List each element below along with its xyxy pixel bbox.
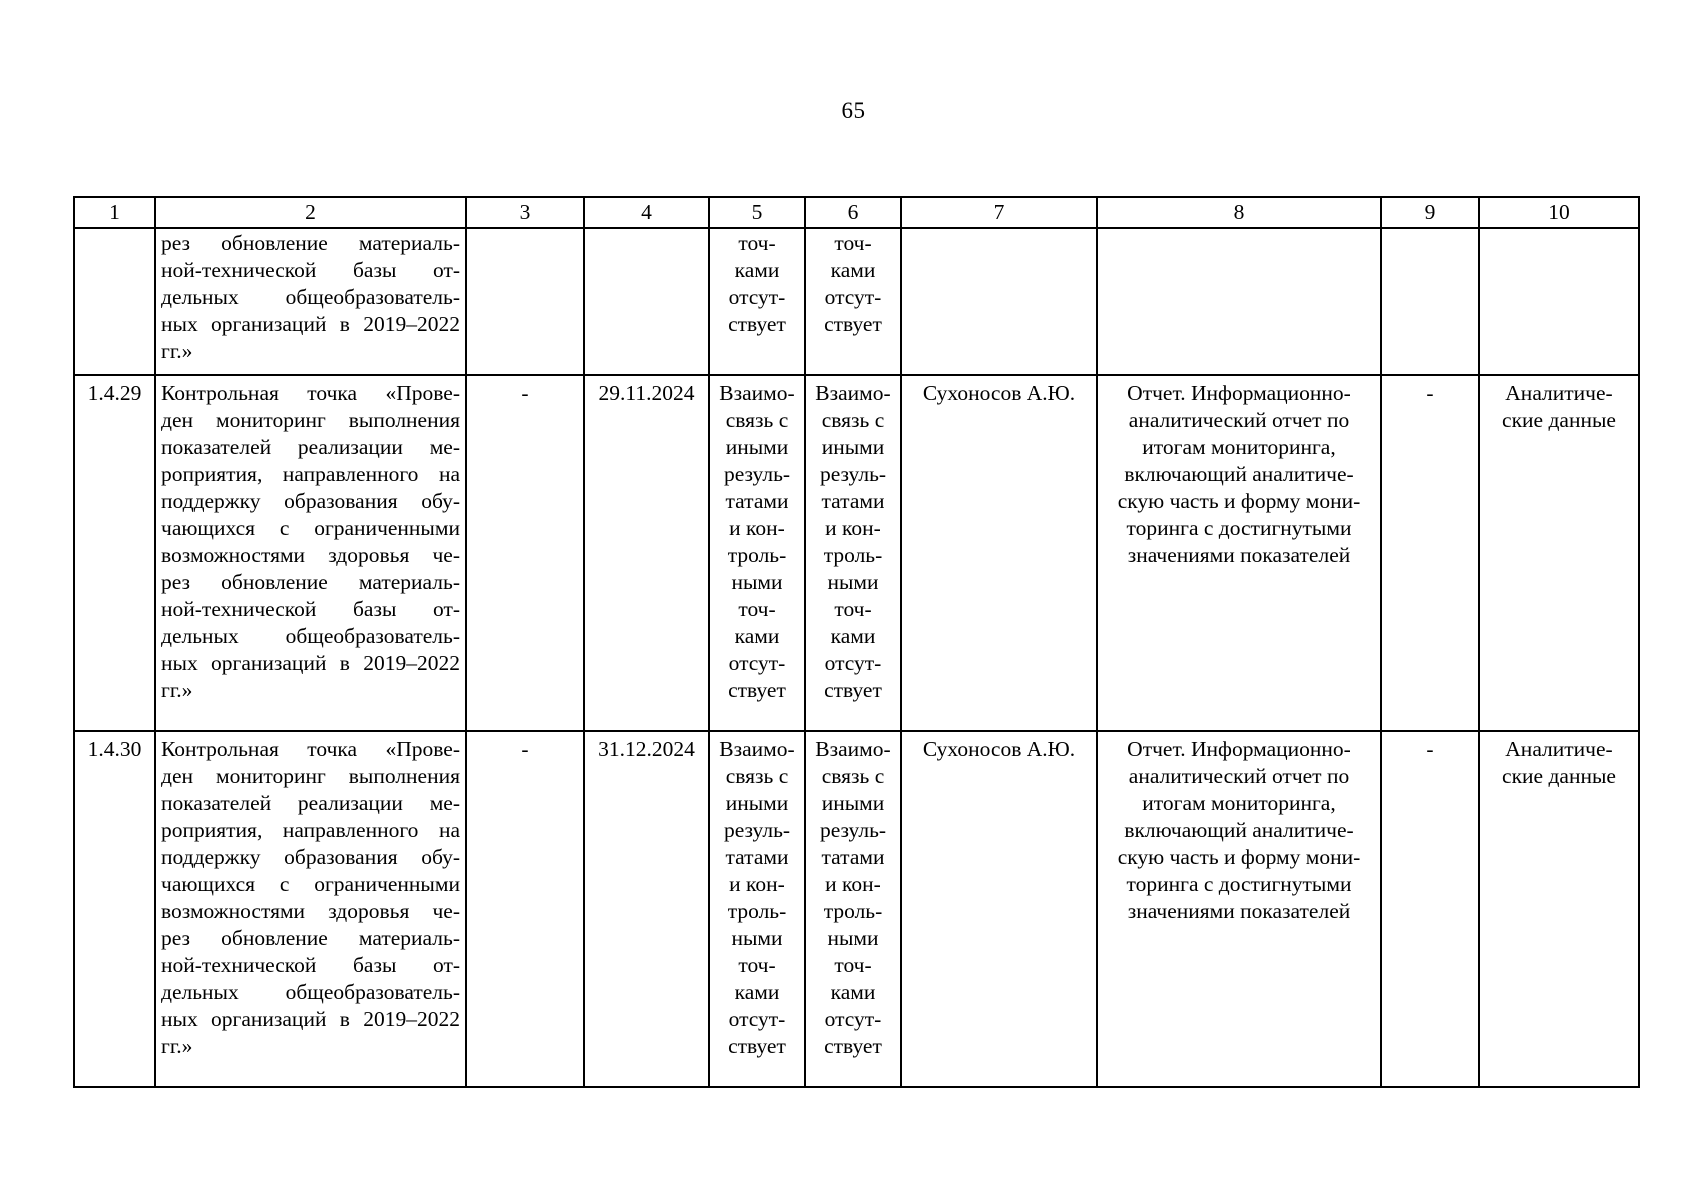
- row-col5: [709, 731, 805, 1087]
- row-id: 1.4.30: [74, 731, 155, 1087]
- description-line: Контрольная точка «Прове-: [161, 737, 460, 761]
- description-line: гг.»: [161, 339, 193, 363]
- description-line: рез обновление материаль-: [161, 926, 460, 950]
- plan-table: [73, 196, 1640, 1088]
- description-line: ной-технической базы от-: [161, 258, 460, 282]
- column-header: 9: [1381, 197, 1479, 228]
- description-line: рез обновление материаль-: [161, 570, 460, 594]
- row-col5: [709, 375, 805, 731]
- row-responsible: [901, 228, 1097, 375]
- table-row: [74, 228, 1639, 375]
- row-id: 1.4.29: [74, 375, 155, 731]
- row-col3: [466, 228, 584, 375]
- row-col6: [805, 375, 901, 731]
- description-line: дельных общеобразователь-: [161, 980, 460, 1004]
- row-document: [1097, 731, 1381, 1087]
- row-id: [74, 228, 155, 375]
- row-date: 31.12.2024: [584, 731, 709, 1087]
- row-responsible: Сухоносов А.Ю.: [901, 731, 1097, 1087]
- description-line: дельных общеобразователь-: [161, 285, 460, 309]
- description-line: ден мониторинг выполнения: [161, 408, 460, 432]
- description-line: чающихся с ограниченными: [161, 516, 460, 540]
- col5-text: Взаимо- связь с иными резуль- татами и кон- троль- ными точ- ками отсут- ствует: [719, 381, 795, 702]
- row-col9: [1381, 228, 1479, 375]
- row-col6: [805, 228, 901, 375]
- description-line: ной-технической базы от-: [161, 597, 460, 621]
- column-header: 10: [1479, 197, 1639, 228]
- row-col5: [709, 228, 805, 375]
- description-line: роприятия, направленного на: [161, 818, 460, 842]
- table-row: [74, 375, 1639, 731]
- column-header: 8: [1097, 197, 1381, 228]
- table-row: [74, 731, 1639, 1087]
- description-line: возможностями здоровья че-: [161, 543, 460, 567]
- col6-text: точ- ками отсут- ствует: [824, 231, 882, 336]
- column-header: 1: [74, 197, 155, 228]
- row-col9: -: [1381, 731, 1479, 1087]
- description-line: Контрольная точка «Прове-: [161, 381, 460, 405]
- page-number: 65: [841, 98, 866, 123]
- column-header: 7: [901, 197, 1097, 228]
- col10-text: Аналитиче- ские данные: [1502, 737, 1616, 788]
- description-line: ной-технической базы от-: [161, 953, 460, 977]
- description-line: гг.»: [161, 1034, 193, 1058]
- row-document: [1097, 375, 1381, 731]
- column-header: 6: [805, 197, 901, 228]
- description-line: роприятия, направленного на: [161, 462, 460, 486]
- row-col10: [1479, 228, 1639, 375]
- col5-text: Взаимо- связь с иными резуль- татами и кон- троль- ными точ- ками отсут- ствует: [719, 737, 795, 1058]
- description-line: гг.»: [161, 678, 193, 702]
- description-line: показателей реализации ме-: [161, 435, 460, 459]
- col10-text: Аналитиче- ские данные: [1502, 381, 1616, 432]
- header-row: [74, 197, 1639, 228]
- row-col6: [805, 731, 901, 1087]
- column-header: 5: [709, 197, 805, 228]
- description-text: [161, 230, 460, 365]
- column-header: 2: [155, 197, 466, 228]
- row-date: [584, 228, 709, 375]
- description-line: поддержку образования обу-: [161, 845, 460, 869]
- document-text: Отчет. Информационно- аналитический отчет по итогам мониторинга, включающий аналитиче- скую часть и форму мони- торинга с достигнутыми значениями показателей: [1117, 737, 1361, 923]
- description-line: поддержку образования обу-: [161, 489, 460, 513]
- description-text: [161, 736, 460, 1060]
- col6-text: Взаимо- связь с иными резуль- татами и кон- троль- ными точ- ками отсут- ствует: [815, 381, 891, 702]
- row-col10: [1479, 375, 1639, 731]
- row-responsible: Сухоносов А.Ю.: [901, 375, 1097, 731]
- row-col9: -: [1381, 375, 1479, 731]
- row-description: [155, 731, 466, 1087]
- description-line: рез обновление материаль-: [161, 231, 460, 255]
- row-description: [155, 228, 466, 375]
- column-header: 4: [584, 197, 709, 228]
- row-col3: -: [466, 731, 584, 1087]
- description-line: показателей реализации ме-: [161, 791, 460, 815]
- description-text: [161, 380, 460, 704]
- row-description: [155, 375, 466, 731]
- col5-text: точ- ками отсут- ствует: [728, 231, 786, 336]
- document-text: Отчет. Информационно- аналитический отчет по итогам мониторинга, включающий аналитиче- скую часть и форму мони- торинга с достигнутыми значениями показателей: [1117, 381, 1361, 567]
- description-line: ных организаций в 2019–2022: [161, 651, 460, 675]
- column-header: 3: [466, 197, 584, 228]
- description-line: дельных общеобразователь-: [161, 624, 460, 648]
- description-line: чающихся с ограниченными: [161, 872, 460, 896]
- row-date: 29.11.2024: [584, 375, 709, 731]
- row-document: [1097, 228, 1381, 375]
- row-col3: -: [466, 375, 584, 731]
- description-line: ных организаций в 2019–2022: [161, 1007, 460, 1031]
- row-col10: [1479, 731, 1639, 1087]
- description-line: возможностями здоровья че-: [161, 899, 460, 923]
- description-line: ден мониторинг выполнения: [161, 764, 460, 788]
- col6-text: Взаимо- связь с иными резуль- татами и кон- троль- ными точ- ками отсут- ствует: [815, 737, 891, 1058]
- description-line: ных организаций в 2019–2022: [161, 312, 460, 336]
